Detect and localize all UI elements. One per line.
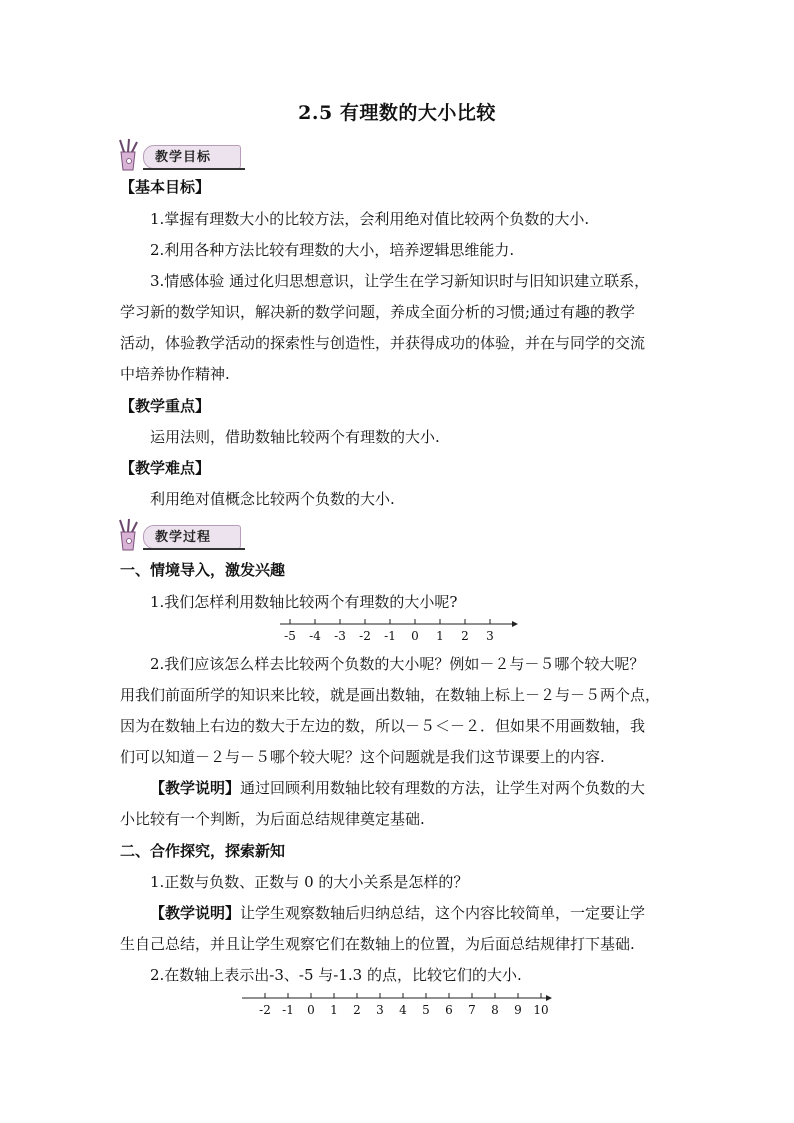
axis-tick-label: 2: [353, 1003, 361, 1017]
text-line: 们可以知道－２与－５哪个较大呢？这个问题就是我们这节课要上的内容.: [120, 748, 605, 766]
axis-tick-label: -3: [334, 629, 346, 643]
axis-tick-label: 3: [376, 1003, 384, 1017]
banner-teaching-process: [117, 518, 245, 552]
axis-tick-label: 1: [330, 1003, 338, 1017]
teaching-note-2: [150, 903, 710, 923]
section-basic-goal: 【基本目标】: [120, 178, 211, 196]
note-tag: 【教学说明】: [150, 779, 241, 797]
text-line: 用我们前面所学的知识来比较，就是画出数轴，在数轴上标上－２与－５两个点，: [120, 686, 661, 704]
axis-tick-label: -4: [309, 629, 321, 643]
section-key-points: 【教学重点】: [120, 397, 211, 415]
axis-tick-label: -1: [282, 1003, 294, 1017]
text-line: 中培养协作精神.: [120, 365, 230, 383]
number-line-1: [280, 618, 520, 646]
axis-tick-label: 7: [468, 1003, 476, 1017]
text-line: 1.我们怎样利用数轴比较两个有理数的大小呢?: [150, 593, 458, 611]
arrow-right-icon: [512, 621, 518, 627]
axis-tick-label: 8: [491, 1003, 499, 1017]
text-line: 1.掌握有理数大小的比较方法，会利用绝对值比较两个负数的大小.: [150, 210, 590, 228]
banner-label: 教学过程: [155, 530, 212, 545]
axis-tick-label: 0: [307, 1003, 315, 1017]
text-line: 运用法则，借助数轴比较两个有理数的大小.: [150, 428, 440, 446]
number-line-2: [242, 992, 554, 1020]
axis-tick-label: 9: [514, 1003, 522, 1017]
note-text: 让学生观察数轴后归纳总结，这个内容比较简单，一定要让学: [240, 904, 646, 922]
axis-tick-label: 1: [436, 629, 444, 643]
page-title: 2.5 有理数的大小比较: [298, 102, 496, 124]
axis-tick-label: 10: [533, 1003, 549, 1017]
text-line: 学习新的数学知识，解决新的数学问题，养成全面分析的习惯;通过有趣的教学: [120, 303, 636, 321]
axis-tick-label: 2: [461, 629, 469, 643]
text-line: 3.情感体验 通过化归思想意识，让学生在学习新知识时与旧知识建立联系，: [150, 272, 650, 290]
section-part1: 一、情境导入，激发兴趣: [120, 561, 286, 579]
section-part2: 二、合作探究，探索新知: [120, 842, 286, 860]
text-line: 活动，体验教学活动的探索性与创造性，并获得成功的体验，并在与同学的交流: [120, 334, 646, 352]
text-line: 因为在数轴上右边的数大于左边的数，所以－５＜－２．但如果不用画数轴，我: [120, 717, 646, 735]
axis-tick-label: -1: [384, 629, 396, 643]
axis-tick-label: -5: [284, 629, 296, 643]
text-line: 生自己总结，并且让学生观察它们在数轴上的位置，为后面总结规律打下基础.: [120, 935, 635, 953]
axis-tick-label: -2: [259, 1003, 271, 1017]
axis-tick-label: 3: [486, 629, 494, 643]
text-line: 小比较有一个判断，为后面总结规律奠定基础.: [120, 810, 425, 828]
text-line: 利用绝对值概念比较两个负数的大小.: [150, 490, 395, 508]
axis-tick-label: 6: [445, 1003, 453, 1017]
axis-tick-label: 4: [399, 1003, 407, 1017]
banner-teaching-goals: [117, 138, 245, 172]
axis-tick-label: 0: [411, 629, 419, 643]
banner-label: 教学目标: [155, 150, 212, 165]
section-difficulties: 【教学难点】: [120, 459, 211, 477]
note-text: 通过回顾利用数轴比较有理数的方法，让学生对两个负数的大: [240, 779, 646, 797]
axis-tick-label: 5: [422, 1003, 430, 1017]
text-line: 2.在数轴上表示出-3、-5 与-1.3 的点，比较它们的大小.: [150, 966, 522, 984]
axis-tick-label: -2: [359, 629, 371, 643]
text-line: 2.我们应该怎么样去比较两个负数的大小呢？例如－２与－５哪个较大呢？: [150, 655, 645, 673]
text-line: 2.利用各种方法比较有理数的大小，培养逻辑思维能力.: [150, 241, 515, 259]
text-line: 1.正数与负数、正数与 0 的大小关系是怎样的？: [150, 873, 469, 891]
teaching-note-1: [150, 778, 710, 798]
arrow-right-icon: [546, 995, 552, 1001]
note-tag: 【教学说明】: [150, 904, 241, 922]
